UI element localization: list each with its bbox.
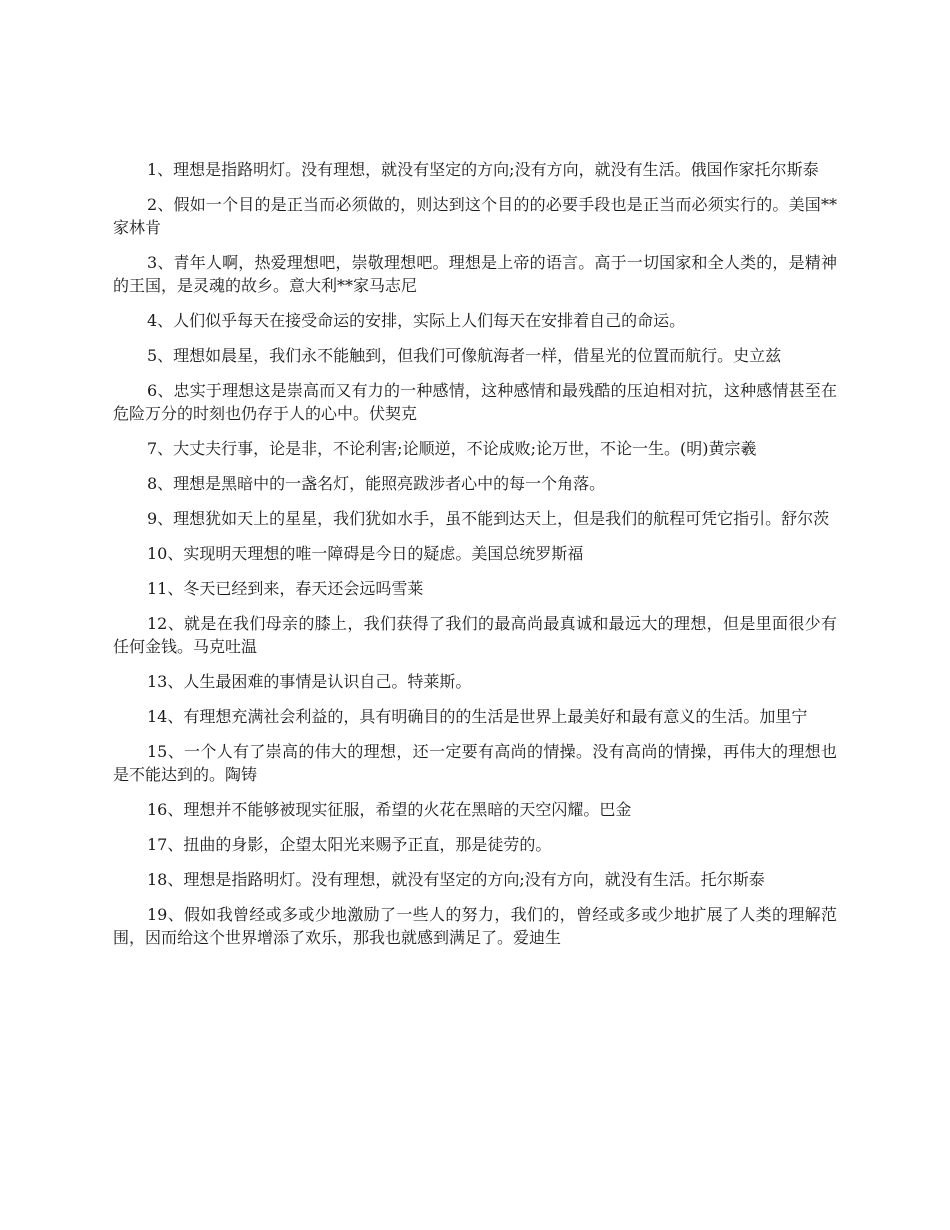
quote-item: 11、冬天已经到来，春天还会远吗雪莱 (147, 579, 424, 598)
quote-item: 5、理想如晨星，我们永不能触到，但我们可像航海者一样，借星光的位置而航行。史立兹 (147, 346, 782, 365)
quote-item: 13、人生最困难的事情是认识自己。特莱斯。 (147, 672, 472, 691)
quote-item: 14、有理想充满社会利益的，具有明确目的的生活是世界上最美好和最有意义的生活。加里宁 (147, 707, 808, 726)
quote-item: 12、就是在我们母亲的膝上，我们获得了我们的最高尚最真诚和最远大的理想，但是里面很少有任何金钱。马克吐温 (113, 614, 837, 656)
quote-item: 7、大丈夫行事，论是非，不论利害;论顺逆，不论成败;论万世，不论一生。(明)黄宗羲 (147, 439, 757, 458)
quote-item: 16、理想并不能够被现实征服，希望的火花在黑暗的天空闪耀。巴金 (147, 800, 632, 819)
quote-item: 2、假如一个目的是正当而必须做的，则达到这个目的的必要手段也是正当而必须实行的。美国**家林肯 (113, 195, 837, 237)
quote-item: 10、实现明天理想的唯一障碍是今日的疑虑。美国总统罗斯福 (147, 544, 584, 563)
quote-item: 6、忠实于理想这是崇高而又有力的一种感情，这种感情和最残酷的压迫相对抗，这种感情甚至在危险万分的时刻也仍存于人的心中。伏契克 (113, 381, 837, 423)
quote-item: 15、一个人有了崇高的伟大的理想，还一定要有高尚的情操。没有高尚的情操，再伟大的理想也是不能达到的。陶铸 (113, 742, 837, 784)
quote-item: 19、假如我曾经或多或少地激励了一些人的努力，我们的，曾经或多或少地扩展了人类的理解范围，因而给这个世界增添了欢乐，那我也就感到满足了。爱迪生 (113, 905, 837, 947)
quote-list (113, 158, 837, 961)
quote-item: 9、理想犹如天上的星星，我们犹如水手，虽不能到达天上，但是我们的航程可凭它指引。舒尔茨 (147, 509, 830, 528)
quote-item: 3、青年人啊，热爱理想吧，崇敬理想吧。理想是上帝的语言。高于一切国家和全人类的，是精神的王国，是灵魂的故乡。意大利**家马志尼 (113, 253, 837, 295)
quote-item: 17、扭曲的身影，企望太阳光来赐予正直，那是徒劳的。 (147, 835, 552, 854)
quote-item: 4、人们似乎每天在接受命运的安排，实际上人们每天在安排着自己的命运。 (147, 311, 686, 330)
quote-item: 1、理想是指路明灯。没有理想，就没有坚定的方向;没有方向，就没有生活。俄国作家托尔斯泰 (147, 160, 819, 179)
quote-item: 8、理想是黑暗中的一盏名灯，能照亮跋涉者心中的每一个角落。 (147, 474, 606, 493)
quote-item: 18、理想是指路明灯。没有理想，就没有坚定的方向;没有方向，就没有生活。托尔斯泰 (147, 870, 765, 889)
